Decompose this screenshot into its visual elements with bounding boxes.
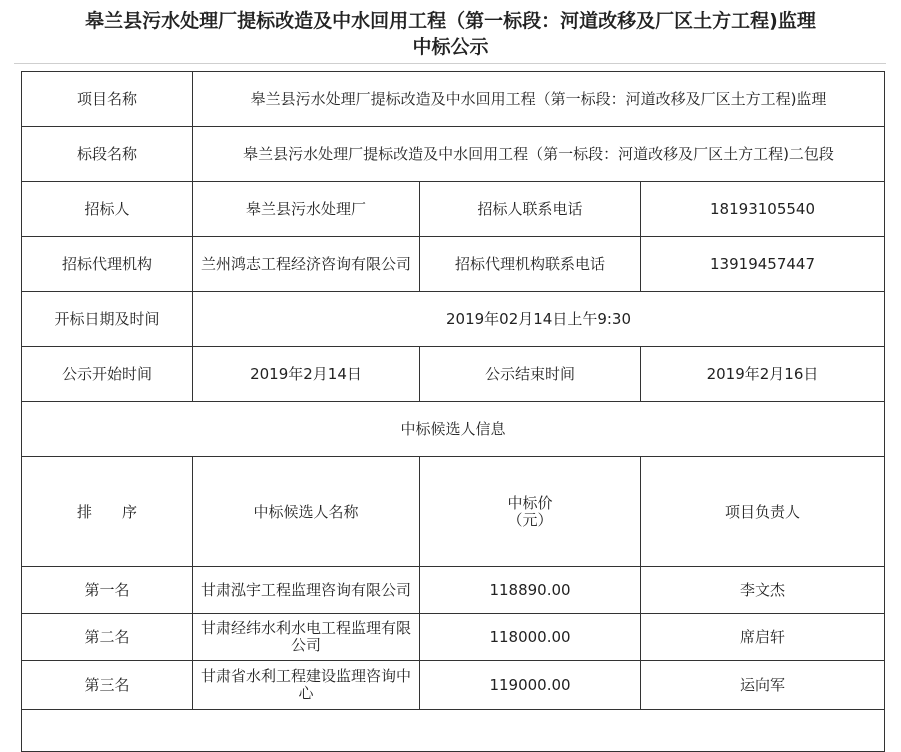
- row-opening-time: [22, 292, 885, 347]
- row-candidates-header: [22, 457, 885, 567]
- header-project-manager: 项目负责人: [641, 457, 885, 567]
- candidate-rank: 第三名: [22, 661, 193, 710]
- section-name-value: 皋兰县污水处理厂提标改造及中水回用工程（第一标段：河道改移及厂区土方工程)二包段: [193, 127, 885, 182]
- title-divider: [14, 63, 886, 64]
- publicity-end-label: 公示结束时间: [420, 347, 641, 402]
- candidate-manager: 李文杰: [641, 567, 885, 614]
- empty-cell: [22, 710, 885, 752]
- page-title: [0, 8, 901, 60]
- row-candidates-title: [22, 402, 885, 457]
- row-tenderer: [22, 182, 885, 237]
- header-price-text: 中标价（元）: [507, 493, 553, 529]
- publicity-end-value: 2019年2月16日: [641, 347, 885, 402]
- tenderer-label: 招标人: [22, 182, 193, 237]
- candidate-name: 甘肃经纬水利水电工程监理有限公司: [193, 614, 420, 661]
- agency-phone-value: 13919457447: [641, 237, 885, 292]
- agency-value: 兰州鸿志工程经济咨询有限公司: [193, 237, 420, 292]
- opening-value: 2019年02月14日上午9:30: [193, 292, 885, 347]
- header-price: [420, 457, 641, 567]
- candidate-rank: 第一名: [22, 567, 193, 614]
- row-project-name: [22, 72, 885, 127]
- agency-label: 招标代理机构: [22, 237, 193, 292]
- candidates-section-title: 中标候选人信息: [22, 402, 885, 457]
- table-row: [22, 614, 885, 661]
- table-row-empty: [22, 710, 885, 752]
- announcement-table: [21, 71, 885, 752]
- project-name-value: 皋兰县污水处理厂提标改造及中水回用工程（第一标段：河道改移及厂区土方工程)监理: [193, 72, 885, 127]
- table-row: [22, 661, 885, 710]
- title-line-1: 皋兰县污水处理厂提标改造及中水回用工程（第一标段：河道改移及厂区土方工程)监理: [85, 10, 816, 32]
- candidate-name: 甘肃泓宇工程监理咨询有限公司: [193, 567, 420, 614]
- row-publicity-period: [22, 347, 885, 402]
- candidate-manager: 运向军: [641, 661, 885, 710]
- project-name-label: 项目名称: [22, 72, 193, 127]
- row-agency: [22, 237, 885, 292]
- title-line-2: 中标公示: [412, 36, 489, 58]
- candidate-price: 119000.00: [420, 661, 641, 710]
- publicity-start-value: 2019年2月14日: [193, 347, 420, 402]
- header-candidate-name: 中标候选人名称: [193, 457, 420, 567]
- row-section-name: [22, 127, 885, 182]
- section-name-label: 标段名称: [22, 127, 193, 182]
- header-rank: 排 序: [22, 457, 193, 567]
- agency-phone-label: 招标代理机构联系电话: [420, 237, 641, 292]
- tenderer-value: 皋兰县污水处理厂: [193, 182, 420, 237]
- candidate-price: 118890.00: [420, 567, 641, 614]
- candidate-manager: 席启轩: [641, 614, 885, 661]
- candidate-name: 甘肃省水利工程建设监理咨询中心: [193, 661, 420, 710]
- publicity-start-label: 公示开始时间: [22, 347, 193, 402]
- tenderer-phone-label: 招标人联系电话: [420, 182, 641, 237]
- table-row: [22, 567, 885, 614]
- opening-label: 开标日期及时间: [22, 292, 193, 347]
- candidate-price: 118000.00: [420, 614, 641, 661]
- candidate-rank: 第二名: [22, 614, 193, 661]
- tenderer-phone-value: 18193105540: [641, 182, 885, 237]
